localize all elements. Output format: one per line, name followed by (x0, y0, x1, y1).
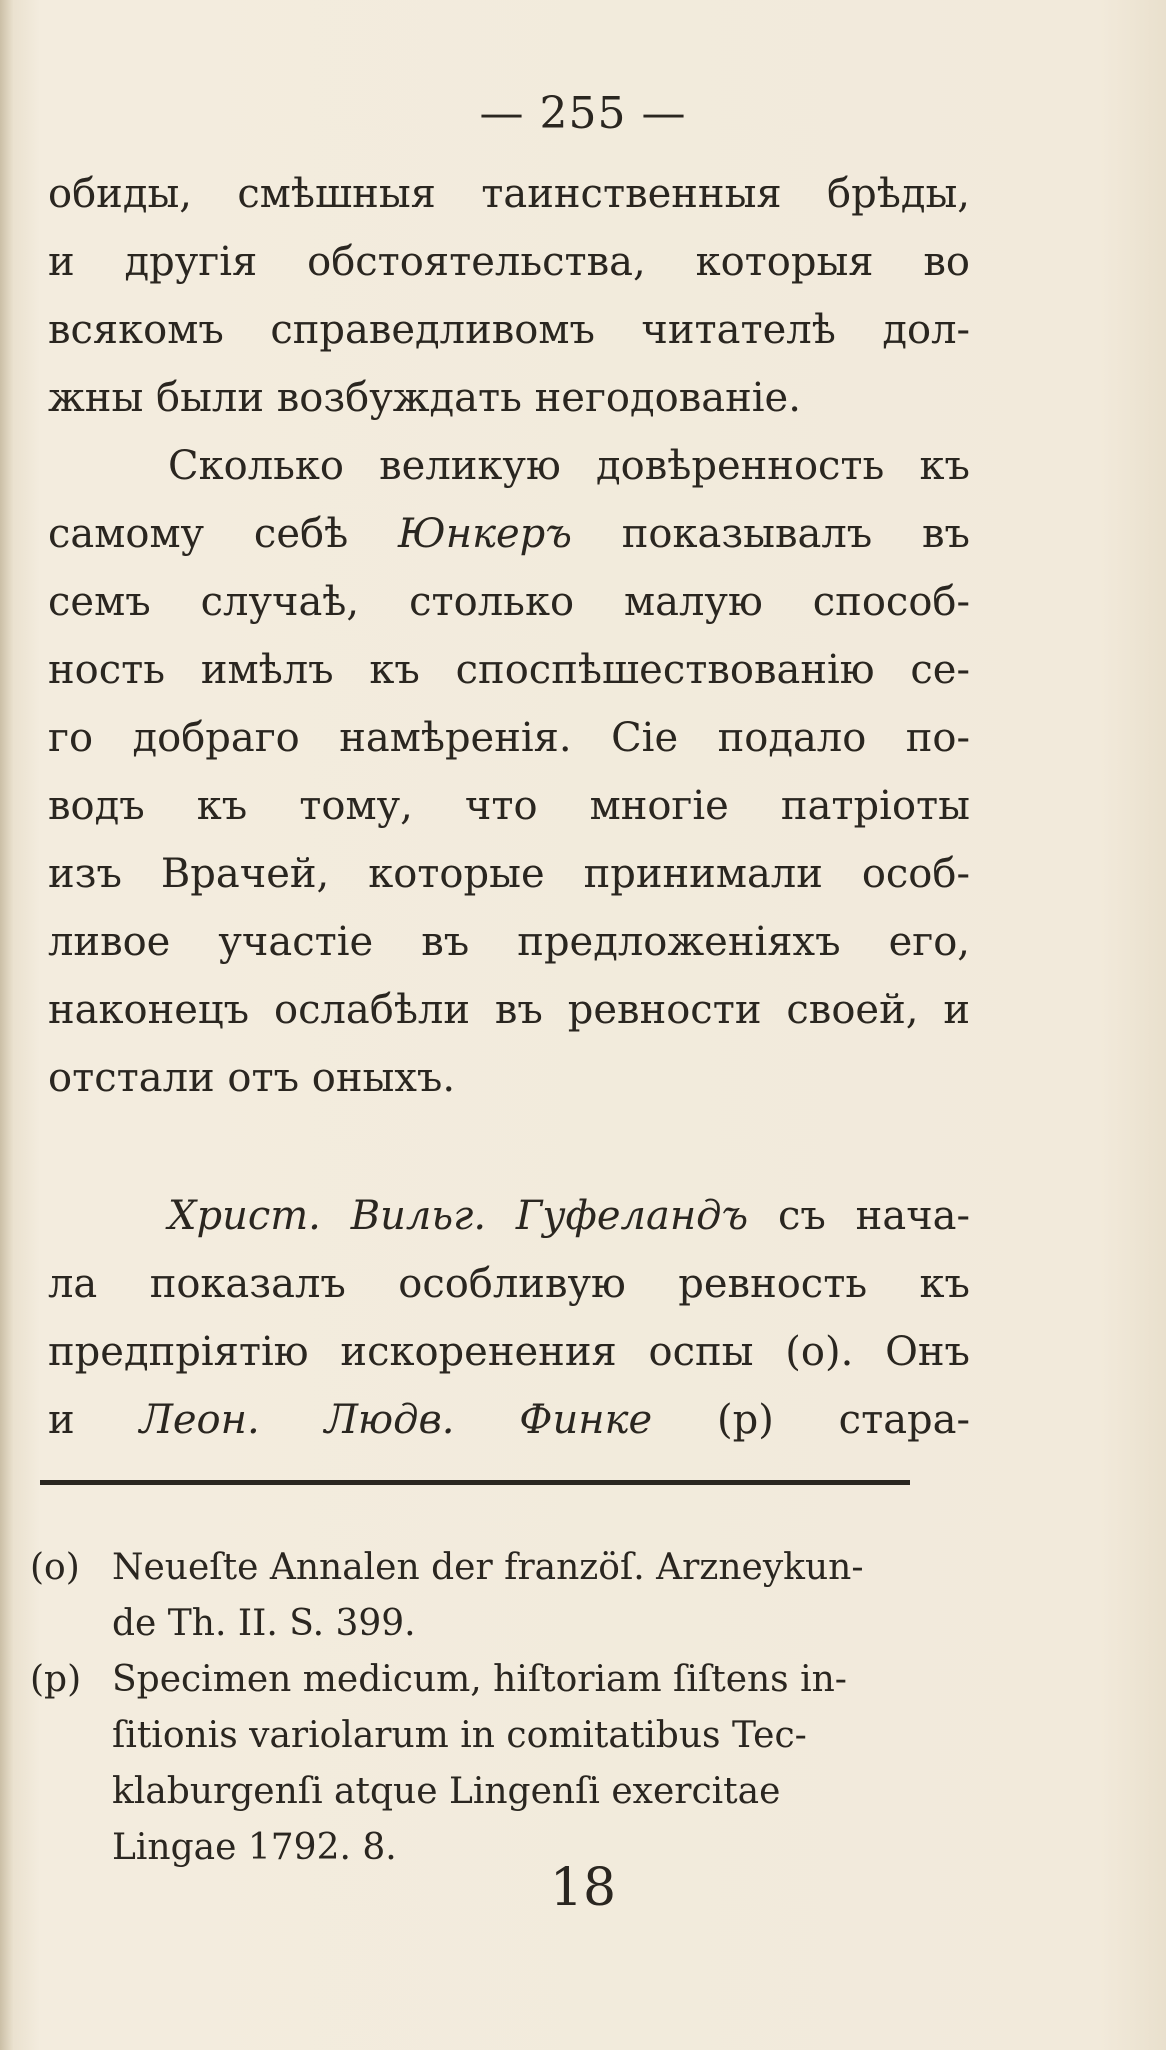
text-line: Христ. Вильг. Гуфеландъ съ нача- (168, 1193, 970, 1239)
page-spine-shadow (0, 0, 14, 2050)
text-line: обиды, смѣшныя таинственныя брѣды, (48, 171, 970, 217)
footnote-marker: (o) (30, 1547, 80, 1588)
person-name: Христ. Вильг. Гуфеландъ (168, 1193, 749, 1239)
text-line: и Леон. Людв. Финке (p) стара- (48, 1397, 971, 1443)
footnote-line: Neueſte Annalen der franzöſ. Arzneykun- (112, 1547, 864, 1588)
running-head: — 255 — (479, 88, 687, 139)
footnote-o (30, 1540, 950, 1652)
text-line: предпріятію искоренения оспы (o). Онъ (48, 1329, 970, 1375)
person-name: Юнкеръ (398, 511, 572, 557)
footnote-p (30, 1652, 950, 1876)
footnote-line: ſitionis variolarum in comitatibus Tec- (112, 1715, 807, 1756)
text-line: ливое участіе въ предложеніяхъ его, (48, 919, 970, 965)
main-text (48, 160, 970, 1454)
footnote-line: Lingae 1792. 8. (112, 1827, 397, 1868)
text-line: ла показалъ особливую ревность къ (48, 1261, 970, 1307)
text-line: отстали отъ оныхъ. (48, 1055, 456, 1101)
signature-mark: 18 (549, 1858, 617, 1918)
text-line: го добраго намѣренія. Сіе подало по- (48, 715, 970, 761)
footnote-marker: (p) (30, 1659, 82, 1700)
person-name: Леон. Людв. Финке (139, 1397, 653, 1443)
text-line: всякомъ справедливомъ читателѣ дол- (48, 307, 970, 353)
footnote-line: klaburgenſi atque Lingenſi exercitae (112, 1771, 781, 1812)
paragraph-gap (48, 1112, 970, 1182)
text-line: наконецъ ослабѣли въ ревности своей, и (48, 987, 970, 1033)
text-line: и другія обстоятельства, которыя во (48, 239, 970, 285)
text-line: изъ Врачей, которые принимали особ- (48, 851, 970, 897)
footnote-line: de Th. II. S. 399. (112, 1603, 416, 1644)
footnote-line: Specimen medicum, hiſtoriam ſiſtens in- (112, 1659, 847, 1700)
text-line: семъ случаѣ, столько малую способ- (48, 579, 970, 625)
text-line: Сколько великую довѣренность къ (168, 443, 970, 489)
footnotes (30, 1540, 950, 1876)
text-line: водъ къ тому, что многіе патріоты (48, 783, 970, 829)
text-line: самому себѣ Юнкеръ показывалъ въ (48, 511, 970, 557)
text-line: жны были возбуждать негодованіе. (48, 375, 801, 421)
footnote-rule (40, 1480, 910, 1485)
text-line: ность имѣлъ къ споспѣшествованію се- (48, 647, 970, 693)
